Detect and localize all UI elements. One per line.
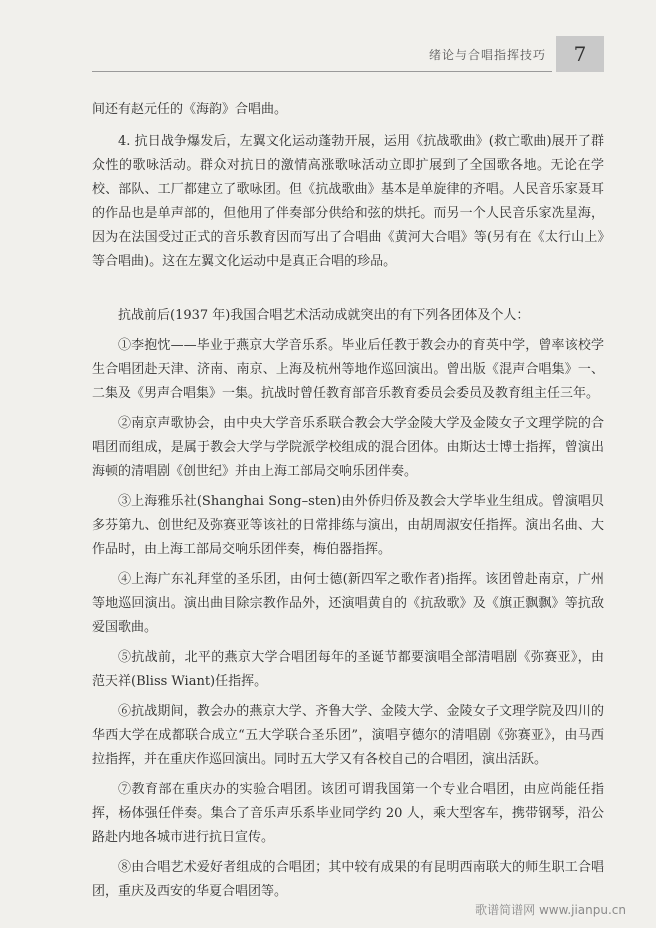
page-number: 7 bbox=[556, 36, 604, 72]
watermark: 歌谱简谱网 www.jianpu.cn bbox=[475, 903, 626, 917]
running-title: 绪论与合唱指挥技巧 bbox=[428, 48, 546, 62]
list-item-5: ⑤抗战前，北平的燕京大学合唱团每年的圣诞节都要演唱全部清唱剧《弥赛亚》，由范天祥(Bliss Wiant)任指挥。 bbox=[92, 650, 604, 689]
list-item-6: ⑥抗战期间，教会办的燕京大学、齐鲁大学、金陵大学、金陵女子文理学院及四川的华西大学在成都联合成立“五大学联合圣乐团”，演唱亨德尔的清唱剧《弥赛亚》，由马西拉指挥，并在重庆作巡回演出。同时五大学又有各校自己的合唱团，演出活跃。 bbox=[92, 704, 604, 767]
page-header bbox=[0, 0, 656, 80]
paragraph-intro-list: 抗战前后(1937 年)我国合唱艺术活动成就突出的有下列各团体及个人： bbox=[118, 308, 530, 323]
body-text bbox=[92, 98, 604, 904]
list-item-3: ③上海雅乐社(Shanghai Song–sten)由外侨归侨及教会大学毕业生组成。曾演唱贝多芬第九、创世纪及弥赛亚等该社的日常排练与演出，由胡周淑安任指挥。演出名曲、大作品时，由上海工部局交响乐团伴奏，梅伯器指挥。 bbox=[92, 494, 604, 557]
list-item-1: ①李抱忱——毕业于燕京大学音乐系。毕业后任教于教会办的育英中学，曾率该校学生合唱团赴天津、济南、南京、上海及杭州等地作巡回演出。曾出版《混声合唱集》一、二集及《男声合唱集》一集。抗战时曾任教育部音乐教育委员会委员及教育组主任三年。 bbox=[92, 338, 604, 401]
list-item-8: ⑧由合唱艺术爱好者组成的合唱团；其中较有成果的有昆明西南联大的师生职工合唱团，重庆及西安的华夏合唱团等。 bbox=[92, 860, 604, 899]
list-item-7: ⑦教育部在重庆办的实验合唱团。该团可谓我国第一个专业合唱团，由应尚能任指挥，杨体强任伴奏。集合了音乐声乐系毕业同学约 20 人，乘大型客车，携带钢琴，沿公路赴内地各城市进行抗日宣传。 bbox=[92, 782, 604, 845]
list-item-4: ④上海广东礼拜堂的圣乐团，由何士德(新四军之歌作者)指挥。该团曾赴南京，广州等地巡回演出。演出曲目除宗教作品外，还演唱黄自的《抗敌歌》及《旗正飘飘》等抗敌爱国歌曲。 bbox=[92, 572, 604, 635]
paragraph-item-4: 4. 抗日战争爆发后，左翼文化运动蓬勃开展，运用《抗战歌曲》(救亡歌曲)展开了群众性的歌咏活动。群众对抗日的激情高涨歌咏活动立即扩展到了全国歌各地。无论在学校、部队、工厂都建立了歌咏团。但《抗战歌曲》基本是单旋律的齐唱。人民音乐家聂耳的作品也是单声部的，但他用了伴奏部分供给和弦的烘托。而另一个人民音乐家冼星海，因为在法国受过正式的音乐教育因而写出了合唱曲《黄河大合唱》等(另有在《太行山上》等合唱曲)。这在左翼文化运动中是真正合唱的珍品。 bbox=[92, 134, 604, 269]
list-item-2: ②南京声歌协会，由中央大学音乐系联合教会大学金陵大学及金陵女子文理学院的合唱团而组成，是属于教会大学与学院派学校组成的混合团体。由斯达士博士指挥，曾演出海顿的清唱剧《创世纪》并由上海工部局交响乐团伴奏。 bbox=[92, 416, 604, 479]
header-rule bbox=[92, 71, 552, 72]
paragraph-continuation: 间还有赵元任的《海韵》合唱曲。 bbox=[92, 102, 288, 117]
